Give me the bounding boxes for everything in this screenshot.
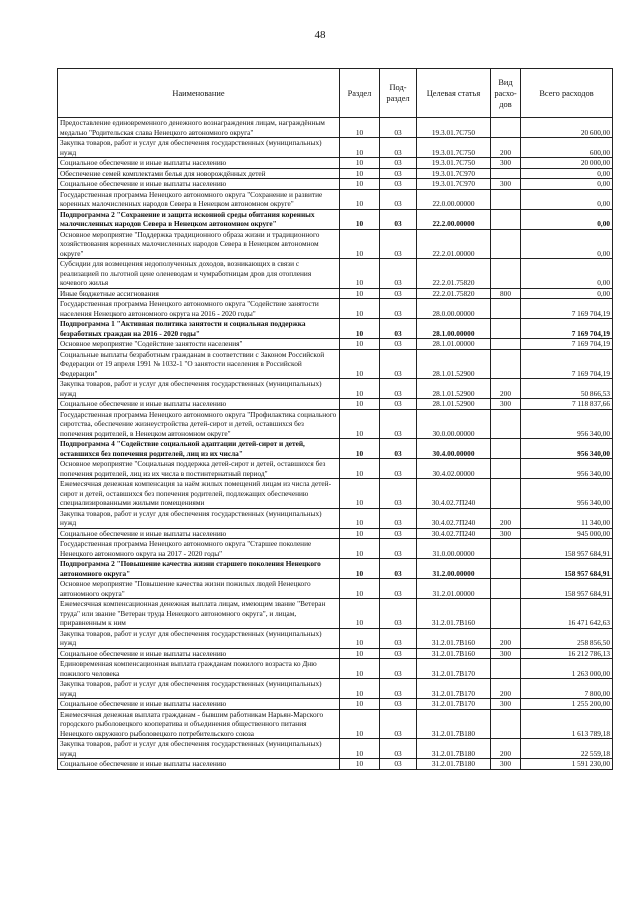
table-row <box>58 459 613 479</box>
cell-type <box>491 339 521 350</box>
cell-name: Основное мероприятие "Поддержка традиционного образа жизни и традиционного хозяйствования коренных малочисленных народов Севера в Ненецком автономном округе" <box>58 229 340 259</box>
table-row <box>58 659 613 679</box>
cell-type <box>491 168 521 179</box>
table-row <box>58 559 613 579</box>
cell-section: 10 <box>340 579 380 599</box>
cell-section: 10 <box>340 659 380 679</box>
cell-type: 300 <box>491 699 521 710</box>
cell-section: 10 <box>340 158 380 169</box>
cell-total: 1 591 230,00 <box>521 759 613 770</box>
cell-type: 200 <box>491 379 521 399</box>
cell-target: 19.3.01.7С750 <box>417 158 491 169</box>
cell-total: 7 118 837,66 <box>521 399 613 410</box>
header-subsection: Под-раздел <box>380 69 417 118</box>
cell-target: 19.3.01.7С750 <box>417 118 491 138</box>
cell-target: 28.1.00.00000 <box>417 319 491 339</box>
cell-type <box>491 539 521 559</box>
cell-total: 956 340,00 <box>521 409 613 439</box>
cell-target: 28.1.01.52900 <box>417 399 491 410</box>
cell-section: 10 <box>340 628 380 648</box>
cell-target: 31.2.01.7В160 <box>417 599 491 629</box>
cell-type <box>491 659 521 679</box>
cell-name: Обеспечение семей комплектами белья для новорождённых детей <box>58 168 340 179</box>
cell-total: 1 255 200,00 <box>521 699 613 710</box>
cell-target: 30.4.00.00000 <box>417 439 491 459</box>
cell-subsection: 03 <box>380 138 417 158</box>
cell-total: 945 000,00 <box>521 528 613 539</box>
cell-type <box>491 579 521 599</box>
cell-name: Основное мероприятие "Повышение качества жизни пожилых людей Ненецкого автономного округа" <box>58 579 340 599</box>
cell-section: 10 <box>340 259 380 289</box>
cell-type <box>491 409 521 439</box>
table-row <box>58 319 613 339</box>
cell-type <box>491 439 521 459</box>
cell-target: 31.2.00.00000 <box>417 559 491 579</box>
cell-total: 956 340,00 <box>521 479 613 509</box>
cell-total: 7 169 704,19 <box>521 319 613 339</box>
cell-name: Закупка товаров, работ и услуг для обеспечения государственных (муниципальных) нужд <box>58 739 340 759</box>
cell-target: 31.2.01.7В170 <box>417 679 491 699</box>
cell-section: 10 <box>340 599 380 629</box>
cell-target: 31.2.01.7В170 <box>417 699 491 710</box>
cell-subsection: 03 <box>380 739 417 759</box>
cell-name: Закупка товаров, работ и услуг для обеспечения государственных (муниципальных) нужд <box>58 628 340 648</box>
cell-name: Государственная программа Ненецкого автономного округа "Старшее поколение Ненецкого автономного округа на 2017 - 2020 годы" <box>58 539 340 559</box>
cell-subsection: 03 <box>380 158 417 169</box>
cell-subsection: 03 <box>380 118 417 138</box>
cell-subsection: 03 <box>380 189 417 209</box>
table-row <box>58 288 613 299</box>
cell-subsection: 03 <box>380 599 417 629</box>
table-row <box>58 349 613 379</box>
cell-section: 10 <box>340 409 380 439</box>
table-row <box>58 189 613 209</box>
table-row <box>58 379 613 399</box>
table-row <box>58 138 613 158</box>
cell-section: 10 <box>340 209 380 229</box>
table-row <box>58 399 613 410</box>
cell-type: 200 <box>491 679 521 699</box>
cell-total: 956 340,00 <box>521 459 613 479</box>
table-row <box>58 699 613 710</box>
cell-type: 200 <box>491 628 521 648</box>
cell-section: 10 <box>340 288 380 299</box>
table-row <box>58 479 613 509</box>
cell-target: 31.2.01.7В160 <box>417 648 491 659</box>
cell-subsection: 03 <box>380 168 417 179</box>
table-row <box>58 648 613 659</box>
cell-target: 22.2.01.00000 <box>417 229 491 259</box>
cell-section: 10 <box>340 229 380 259</box>
cell-subsection: 03 <box>380 319 417 339</box>
header-row <box>58 69 613 118</box>
header-target: Целевая статья <box>417 69 491 118</box>
cell-total: 11 340,00 <box>521 508 613 528</box>
cell-name: Подпрограмма 1 "Активная политика занятости и социальная поддержка безработных граждан на 2016 - 2020 годы" <box>58 319 340 339</box>
table-row <box>58 539 613 559</box>
table-row <box>58 628 613 648</box>
table-row <box>58 259 613 289</box>
cell-type: 300 <box>491 158 521 169</box>
cell-section: 10 <box>340 459 380 479</box>
cell-target: 28.0.00.00000 <box>417 299 491 319</box>
cell-type: 300 <box>491 528 521 539</box>
cell-target: 22.0.00.00000 <box>417 189 491 209</box>
cell-section: 10 <box>340 399 380 410</box>
cell-type: 200 <box>491 739 521 759</box>
cell-type: 300 <box>491 648 521 659</box>
cell-name: Социальное обеспечение и иные выплаты населению <box>58 399 340 410</box>
cell-subsection: 03 <box>380 479 417 509</box>
cell-section: 10 <box>340 339 380 350</box>
cell-section: 10 <box>340 759 380 770</box>
cell-total: 1 263 000,00 <box>521 659 613 679</box>
cell-type: 300 <box>491 179 521 190</box>
table-row <box>58 409 613 439</box>
cell-name: Подпрограмма 4 "Содействие социальной адаптации детей-сирот и детей, оставшихся без попечения родителей, лиц из их числа" <box>58 439 340 459</box>
cell-target: 22.2.00.00000 <box>417 209 491 229</box>
cell-total: 158 957 684,91 <box>521 579 613 599</box>
cell-subsection: 03 <box>380 759 417 770</box>
cell-section: 10 <box>340 739 380 759</box>
cell-name: Социальное обеспечение и иные выплаты населению <box>58 528 340 539</box>
cell-subsection: 03 <box>380 628 417 648</box>
cell-total: 50 866,53 <box>521 379 613 399</box>
cell-section: 10 <box>340 168 380 179</box>
cell-name: Социальное обеспечение и иные выплаты населению <box>58 759 340 770</box>
cell-name: Подпрограмма 2 "Повышение качества жизни старшего поколения Ненецкого автономного округа" <box>58 559 340 579</box>
cell-total: 7 800,00 <box>521 679 613 699</box>
cell-subsection: 03 <box>380 339 417 350</box>
cell-target: 31.2.01.7В170 <box>417 659 491 679</box>
cell-section: 10 <box>340 138 380 158</box>
cell-target: 30.0.00.00000 <box>417 409 491 439</box>
budget-table <box>57 68 613 770</box>
cell-subsection: 03 <box>380 299 417 319</box>
table-row <box>58 229 613 259</box>
cell-subsection: 03 <box>380 579 417 599</box>
cell-subsection: 03 <box>380 539 417 559</box>
cell-target: 28.1.01.52900 <box>417 349 491 379</box>
cell-section: 10 <box>340 699 380 710</box>
cell-section: 10 <box>340 189 380 209</box>
cell-name: Закупка товаров, работ и услуг для обеспечения государственных (муниципальных) нужд <box>58 679 340 699</box>
cell-subsection: 03 <box>380 559 417 579</box>
cell-target: 22.2.01.75820 <box>417 259 491 289</box>
cell-name: Социальное обеспечение и иные выплаты населению <box>58 179 340 190</box>
table-row <box>58 508 613 528</box>
header-type: Вид расхо-дов <box>491 69 521 118</box>
cell-target: 31.2.01.7В180 <box>417 709 491 739</box>
cell-section: 10 <box>340 559 380 579</box>
cell-type <box>491 349 521 379</box>
cell-type <box>491 479 521 509</box>
cell-total: 258 856,50 <box>521 628 613 648</box>
cell-type: 800 <box>491 288 521 299</box>
cell-total: 0,00 <box>521 168 613 179</box>
cell-type <box>491 118 521 138</box>
cell-name: Ежемесячная денежная компенсация за наём жилых помещений лицам из числа детей-сирот и детей, оставшихся без попечения родителей, подлежащих обеспечению специализированными жилыми помещениями <box>58 479 340 509</box>
cell-name: Единовременная компенсационная выплата гражданам пожилого возраста ко Дню пожилого человека <box>58 659 340 679</box>
cell-name: Закупка товаров, работ и услуг для обеспечения государственных (муниципальных) нужд <box>58 508 340 528</box>
table-row <box>58 339 613 350</box>
cell-name: Основное мероприятие "Содействие занятости населения" <box>58 339 340 350</box>
cell-target: 30.4.02.7П240 <box>417 528 491 539</box>
header-section: Раздел <box>340 69 380 118</box>
table-row <box>58 579 613 599</box>
cell-type <box>491 209 521 229</box>
cell-subsection: 03 <box>380 399 417 410</box>
cell-total: 0,00 <box>521 229 613 259</box>
cell-section: 10 <box>340 709 380 739</box>
cell-target: 22.2.01.75820 <box>417 288 491 299</box>
cell-type <box>491 319 521 339</box>
cell-name: Основное мероприятие "Социальная поддержка детей-сирот и детей, оставшихся без попечения родителей, лиц из их числа в постинтернатный период" <box>58 459 340 479</box>
cell-section: 10 <box>340 679 380 699</box>
cell-subsection: 03 <box>380 709 417 739</box>
page-number: 48 <box>314 29 326 41</box>
table-body <box>58 118 613 770</box>
cell-target: 19.3.01.7С970 <box>417 179 491 190</box>
cell-subsection: 03 <box>380 288 417 299</box>
cell-name: Субсидии для возмещения недополученных доходов, возникающих в связи с реализацией по льготной цене оленеводам и чумработницам дров для отопления кочевого жилья <box>58 259 340 289</box>
cell-target: 28.1.01.00000 <box>417 339 491 350</box>
cell-section: 10 <box>340 179 380 190</box>
cell-section: 10 <box>340 118 380 138</box>
cell-total: 0,00 <box>521 259 613 289</box>
cell-type <box>491 709 521 739</box>
cell-total: 600,00 <box>521 138 613 158</box>
cell-type: 200 <box>491 138 521 158</box>
cell-name: Ежемесячная компенсационная денежная выплата лицам, имеющим звание "Ветеран труда" или звание "Ветеран труда Ненецкого автономного округа", и лицам, приравненным к ним <box>58 599 340 629</box>
cell-target: 28.1.01.52900 <box>417 379 491 399</box>
cell-name: Закупка товаров, работ и услуг для обеспечения государственных (муниципальных) нужд <box>58 138 340 158</box>
cell-subsection: 03 <box>380 409 417 439</box>
cell-total: 16 212 786,13 <box>521 648 613 659</box>
table-row <box>58 179 613 190</box>
cell-name: Иные бюджетные ассигнования <box>58 288 340 299</box>
table-row <box>58 679 613 699</box>
cell-subsection: 03 <box>380 648 417 659</box>
cell-name: Социальное обеспечение и иные выплаты населению <box>58 158 340 169</box>
cell-total: 0,00 <box>521 209 613 229</box>
cell-section: 10 <box>340 508 380 528</box>
cell-total: 7 169 704,19 <box>521 349 613 379</box>
cell-type <box>491 229 521 259</box>
cell-type: 300 <box>491 399 521 410</box>
cell-subsection: 03 <box>380 349 417 379</box>
cell-subsection: 03 <box>380 209 417 229</box>
table-row <box>58 168 613 179</box>
cell-name: Государственная программа Ненецкого автономного округа "Сохранение и развитие коренных малочисленных народов Севера в Ненецком автономном округе" <box>58 189 340 209</box>
cell-subsection: 03 <box>380 659 417 679</box>
cell-section: 10 <box>340 479 380 509</box>
cell-section: 10 <box>340 299 380 319</box>
cell-subsection: 03 <box>380 679 417 699</box>
table-row <box>58 709 613 739</box>
table-row <box>58 759 613 770</box>
cell-total: 0,00 <box>521 179 613 190</box>
cell-target: 31.0.00.00000 <box>417 539 491 559</box>
cell-name: Социальное обеспечение и иные выплаты населению <box>58 648 340 659</box>
cell-type: 200 <box>491 508 521 528</box>
cell-total: 1 613 789,18 <box>521 709 613 739</box>
cell-section: 10 <box>340 349 380 379</box>
cell-name: Ежемесячная денежная выплата гражданам - бывшим работникам Нарьян-Марского городского рыболовецкого кооператива и объединения общественного питания Ненецкого окружного рыболовецкого потребительского союза <box>58 709 340 739</box>
cell-total: 956 340,00 <box>521 439 613 459</box>
header-name: Наименование <box>58 69 340 118</box>
cell-name: Подпрограмма 2 "Сохранение и защита исконной среды обитания коренных малочисленных народов Севера в Ненецком автономном округе" <box>58 209 340 229</box>
cell-section: 10 <box>340 319 380 339</box>
cell-total: 16 471 642,63 <box>521 599 613 629</box>
cell-target: 30.4.02.7П240 <box>417 508 491 528</box>
table-row <box>58 209 613 229</box>
table-row <box>58 118 613 138</box>
cell-subsection: 03 <box>380 439 417 459</box>
cell-section: 10 <box>340 528 380 539</box>
cell-target: 30.4.02.7П240 <box>417 479 491 509</box>
cell-type <box>491 599 521 629</box>
table-row <box>58 739 613 759</box>
cell-total: 20 000,00 <box>521 158 613 169</box>
cell-target: 31.2.01.7В160 <box>417 628 491 648</box>
cell-subsection: 03 <box>380 229 417 259</box>
header-total: Всего расходов <box>521 69 613 118</box>
cell-target: 19.3.01.7С750 <box>417 138 491 158</box>
cell-target: 31.2.01.7В180 <box>417 759 491 770</box>
cell-subsection: 03 <box>380 379 417 399</box>
cell-total: 7 169 704,19 <box>521 339 613 350</box>
cell-subsection: 03 <box>380 179 417 190</box>
cell-name: Государственная программа Ненецкого автономного округа "Профилактика социального сиротства, обеспечение жизнеустройства детей-сирот и детей, оставшихся без попечения родителей, в Ненецком автономном округе" <box>58 409 340 439</box>
cell-type: 300 <box>491 759 521 770</box>
cell-section: 10 <box>340 539 380 559</box>
cell-subsection: 03 <box>380 459 417 479</box>
table-row <box>58 439 613 459</box>
cell-section: 10 <box>340 648 380 659</box>
cell-total: 0,00 <box>521 288 613 299</box>
cell-total: 7 169 704,19 <box>521 299 613 319</box>
cell-target: 30.4.02.00000 <box>417 459 491 479</box>
cell-target: 31.2.01.7В180 <box>417 739 491 759</box>
table-row <box>58 299 613 319</box>
cell-section: 10 <box>340 439 380 459</box>
cell-name: Социальное обеспечение и иные выплаты населению <box>58 699 340 710</box>
cell-name: Государственная программа Ненецкого автономного округа "Содействие занятости населения Ненецкого автономного округа на 2016 - 2020 годы" <box>58 299 340 319</box>
cell-total: 20 600,00 <box>521 118 613 138</box>
cell-type <box>491 189 521 209</box>
cell-name: Предоставление единовременного денежного вознаграждения лицам, награждённым медалью "Родительская слава Ненецкого автономного округа" <box>58 118 340 138</box>
cell-type <box>491 459 521 479</box>
cell-total: 158 957 684,91 <box>521 539 613 559</box>
cell-type <box>491 259 521 289</box>
cell-total: 158 957 684,91 <box>521 559 613 579</box>
cell-name: Социальные выплаты безработным гражданам в соответствии с Законом Российской Федерации от 19 апреля 1991 № 1032-1 "О занятости населения в Российской Федерации" <box>58 349 340 379</box>
cell-subsection: 03 <box>380 508 417 528</box>
table-row <box>58 528 613 539</box>
cell-subsection: 03 <box>380 699 417 710</box>
cell-target: 19.3.01.7С970 <box>417 168 491 179</box>
cell-target: 31.2.01.00000 <box>417 579 491 599</box>
cell-name: Закупка товаров, работ и услуг для обеспечения государственных (муниципальных) нужд <box>58 379 340 399</box>
cell-type <box>491 299 521 319</box>
cell-total: 22 559,18 <box>521 739 613 759</box>
table-row <box>58 158 613 169</box>
cell-type <box>491 559 521 579</box>
cell-total: 0,00 <box>521 189 613 209</box>
cell-section: 10 <box>340 379 380 399</box>
cell-subsection: 03 <box>380 528 417 539</box>
table-row <box>58 599 613 629</box>
cell-subsection: 03 <box>380 259 417 289</box>
